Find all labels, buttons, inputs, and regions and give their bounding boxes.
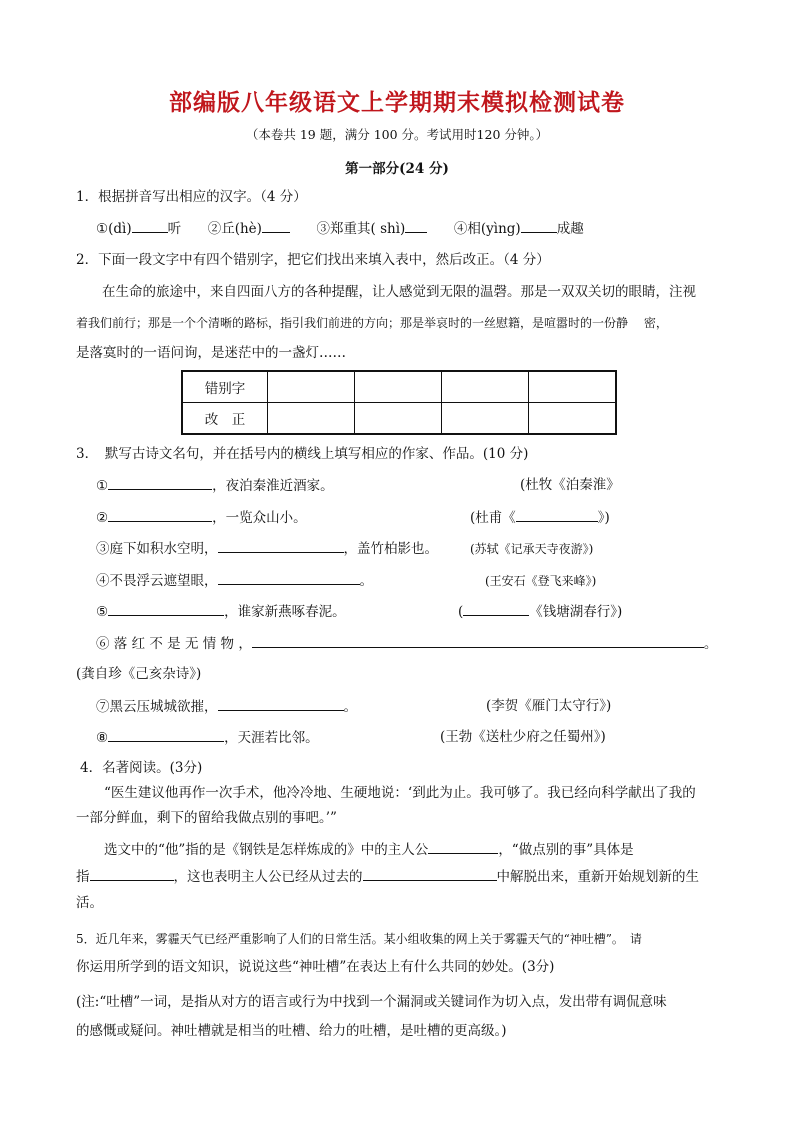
q4-ask-line1: 选文中的“他”指的是《钢铁是怎样炼成的》中的主人公 ，“做点别的事”具体是 [104,842,634,858]
answer-cell[interactable] [268,403,355,435]
answer-cell[interactable] [268,371,355,403]
q3-blank3[interactable] [218,539,344,553]
q3-source6: (龚自珍《己亥杂诗》) [76,666,202,682]
answer-cell[interactable] [529,403,617,435]
answer-cell[interactable] [529,371,617,403]
q3-source3: (苏轼《记承天寺夜游》) [470,542,594,556]
q3-source-blank5[interactable] [463,602,529,616]
q3-prompt: 3． 默写古诗文名句，并在括号内的横线上填写相应的作家、作品。(10 分) [76,446,529,462]
q1-prompt: 1．根据拼音写出相应的汉字。（4 分） [76,189,307,205]
q4-blank-past[interactable] [363,867,497,881]
q3-line2: ② ，一览众山小。 [96,510,307,526]
q5-prompt-line2: 你运用所学到的语文知识，说说这些“神吐槽”在表达上有什么共同的妙处。(3分) [76,959,555,975]
q3-blank4[interactable] [218,571,360,585]
q4-prompt: 4．名著阅读。(3分) [80,760,203,776]
q3-blank1[interactable] [108,476,212,490]
exam-title: 部编版八年级语文上学期期末模拟检测试卷 [169,90,625,116]
q1-item2: ②丘(hè) [207,221,262,237]
q1-items: ①(dì) 听 ②丘(hè) ③郑重其( shì) ④相(yìng) 成趣 [96,221,584,237]
q3-source2: (杜甫《 》) [470,510,610,526]
q1-item4: ④相(yìng) [453,221,521,237]
q3-line6: ⑥ 落 红 不 是 无 情 物 ， 。 [96,636,718,652]
q3-line1: ① ，夜泊秦淮近酒家。 [96,478,334,494]
answer-cell[interactable] [442,371,529,403]
q2-para-line1: 在生命的旅途中，来自四面八方的各种提醒，让人感觉到无限的温磬。那是一双双关切的眼睛，注视 [102,284,696,300]
q3-line5: ⑤ ，谁家新燕啄春泥。 [96,604,346,620]
answer-cell[interactable] [355,403,442,435]
table-row [182,371,616,403]
q3-source7: (李贺《雁门太守行》) [486,698,612,714]
q5-note-line2: 的感慨或疑问。神吐槽就是相当的吐槽、给力的吐槽，是吐槽的更高级。) [76,1023,507,1039]
exam-subtitle: （本卷共 19 题，满分 100 分。考试用时120 分钟。） [245,127,549,142]
q3-source8: (王勃《送杜少府之任蜀州》) [440,729,606,745]
error-correction-table [181,370,617,435]
q3-blank5[interactable] [108,602,224,616]
q3-blank2[interactable] [108,508,212,522]
q2-para-line2: 着我们前行；那是一个个清晰的路标，指引我们前进的方向；那是举哀时的一丝慰籍，是喧嚣时的一份静 密， [76,316,668,330]
q4-quote-line2: 一部分鲜血，剩下的留给我做点别的事吧。’” [76,810,337,826]
q1-blank2[interactable] [262,219,290,233]
section-heading: 第一部分(24 分) [345,161,449,177]
q1-item3: ③郑重其( shì) [316,221,406,237]
q5-note-line1: (注:“吐槽”一词，是指从对方的语言或行为中找到一个漏洞或关键词作为切入点，发出带有调侃意味 [76,994,667,1010]
q1-item1: ①(dì) [96,221,132,237]
q1-blank4[interactable] [521,219,557,233]
table-row [182,403,616,435]
q3-blank7[interactable] [218,697,344,711]
q3-source-blank2[interactable] [516,508,598,522]
q3-source5: ( 《钱塘湖春行》) [458,604,623,620]
q3-blank6[interactable] [252,634,704,648]
q3-line4: ④不畏浮云遮望眼， 。 [96,573,373,589]
q3-line8: ⑧ ，天涯若比邻。 [96,730,319,746]
q3-line3: ③庭下如积水空明， ，盖竹柏影也。 [96,541,438,557]
q4-blank-meaning[interactable] [90,867,174,881]
row-label-wrong-chars: 错别字 [182,371,268,403]
q4-ask-line2: 指 ，这也表明主人公已经从过去的 中解脱出来，重新开始规划新的生 [76,869,699,885]
q2-para-line3: 是落寞时的一语问询，是迷茫中的一盏灯…… [76,345,346,361]
answer-cell[interactable] [355,371,442,403]
q4-ask-line3: 活。 [76,895,103,911]
q3-source4: (王安石《登飞来峰》) [485,574,597,588]
q4-blank-hero[interactable] [428,840,498,854]
row-label-correction: 改 正 [182,403,268,435]
q3-line7: ⑦黑云压城城欲摧， 。 [96,699,357,715]
q4-quote-line1: “医生建议他再作一次手术，他冷冷地、生硬地说：‘到此为止。我可够了。我已经向科学献出了我的 [104,785,696,801]
q1-blank3[interactable] [405,219,427,233]
q5-prompt-line1: 5．近几年来，雾霾天气已经严重影响了人们的日常生活。某小组收集的网上关于雾霾天气的“神吐槽”。 请 [76,932,642,946]
q3-source1: (杜牧《泊秦淮》 [520,477,620,493]
q3-blank8[interactable] [108,728,224,742]
answer-cell[interactable] [442,403,529,435]
q1-blank1[interactable] [132,219,168,233]
q2-prompt: 2．下面一段文字中有四个错别字，把它们找出来填入表中，然后改正。（4 分） [76,252,550,268]
